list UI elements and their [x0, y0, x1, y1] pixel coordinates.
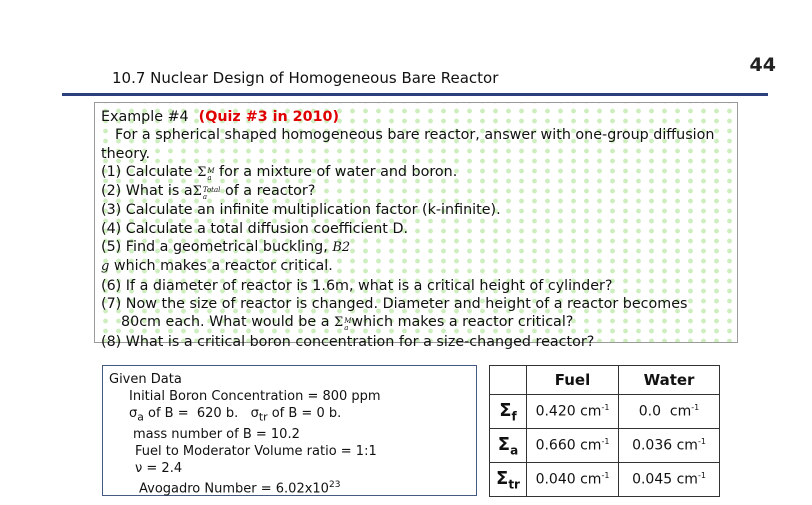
- row-symbol: [490, 463, 527, 497]
- table-header-row: [490, 366, 720, 395]
- question-1: [101, 163, 731, 182]
- avogadro-value: Avogadro Number = 6.02x10: [139, 480, 329, 496]
- row-symbol: [490, 395, 527, 429]
- row-symbol-subscript: f: [511, 409, 517, 424]
- sigma-glyph: Σ: [499, 399, 512, 421]
- question-1-text-a: (1) Calculate: [101, 163, 193, 180]
- unit-exponent: -1: [691, 403, 700, 413]
- symbol-sup: 2: [341, 240, 351, 256]
- table-row: [490, 463, 720, 497]
- given-data-box: [102, 365, 477, 496]
- page-number: 44: [749, 54, 776, 76]
- sigma-tr-value: of B = 0 b.: [267, 406, 342, 421]
- unit-exponent: -1: [601, 437, 610, 447]
- given-avogadro: [109, 477, 470, 497]
- water-value: 0.036 cm: [632, 437, 698, 454]
- given-volume-ratio: Fuel to Moderator Volume ratio = 1:1: [135, 443, 377, 459]
- quiz-label: (Quiz #3 in 2010): [198, 109, 340, 125]
- title-divider: [62, 93, 768, 96]
- unit-exponent: -1: [697, 471, 706, 481]
- sigma-a-m-symbol: [334, 315, 352, 333]
- given-title: Given Data: [109, 372, 182, 387]
- example-intro-2: theory.: [101, 145, 151, 162]
- fuel-value: 0.420 cm: [535, 403, 602, 420]
- avogadro-exponent: 23: [328, 479, 341, 490]
- sigma-a-m-symbol: [197, 165, 214, 180]
- symbol-scripts: [207, 168, 214, 182]
- given-boron-concentration: Initial Boron Concentration = 800 ppm: [129, 389, 381, 404]
- question-2-text-a: (2) What is a: [101, 183, 193, 200]
- sigma-a-subscript: a: [137, 410, 144, 424]
- question-7-text-a: 80cm each. What would be a: [121, 314, 330, 331]
- fuel-cell: [527, 463, 619, 497]
- question-5-text-b: which makes a reactor critical.: [113, 258, 333, 275]
- symbol-sub: a: [344, 324, 349, 333]
- water-cell: [619, 463, 720, 497]
- section-title: 10.7 Nuclear Design of Homogeneous Bare Reactor: [112, 69, 499, 87]
- question-6: (6) If a diameter of reactor is 1.6m, what is a critical height of cylinder?: [101, 277, 613, 294]
- question-8: (8) What is a critical boron concentration for a size-changed reactor?: [101, 333, 595, 350]
- sigma-glyph: Σ: [192, 184, 202, 200]
- table-header-water: Water: [619, 366, 720, 395]
- unit-exponent: -1: [601, 403, 610, 413]
- symbol-scripts: [203, 187, 221, 201]
- question-3: (3) Calculate an infinite multiplication factor (k-infinite).: [101, 202, 501, 219]
- given-cross-sections: [109, 405, 470, 426]
- sigma-glyph: Σ: [497, 433, 511, 455]
- question-5-text-a: (5) Find a geometrical buckling,: [101, 239, 328, 256]
- table-header-fuel: Fuel: [527, 366, 619, 395]
- water-cell: [619, 395, 720, 429]
- question-5: [101, 238, 731, 277]
- unit-exponent: -1: [697, 437, 706, 447]
- table-row: [490, 429, 720, 463]
- cross-section-table: [489, 365, 720, 497]
- question-1-text-b: for a mixture of water and boron.: [219, 163, 458, 180]
- sigma-a-value: of B = 620 b.: [143, 406, 251, 421]
- fuel-value: 0.660 cm: [535, 437, 602, 454]
- water-value: 0.0 cm: [638, 403, 692, 420]
- example-box: [94, 102, 738, 350]
- water-value: 0.045 cm: [632, 471, 698, 488]
- fuel-cell: [527, 429, 619, 463]
- sigma-glyph: Σ: [496, 467, 509, 489]
- question-2-text-b: of a reactor?: [224, 183, 316, 200]
- row-symbol: [490, 429, 527, 463]
- table-row: [490, 395, 720, 429]
- sigma-glyph: σ: [129, 406, 138, 421]
- b-glyph: B: [332, 240, 342, 256]
- question-4: (4) Calculate a total diffusion coefficient D.: [101, 220, 409, 237]
- fuel-cell: [527, 395, 619, 429]
- unit-exponent: -1: [601, 471, 610, 481]
- sigma-a-total-symbol: [192, 184, 221, 202]
- question-7-line-1: (7) Now the size of reactor is changed. Diameter and height of a reactor becomes: [101, 295, 688, 312]
- symbol-sub: a: [202, 193, 208, 202]
- sigma-tr-subscript: tr: [258, 410, 268, 424]
- fuel-value: 0.040 cm: [535, 471, 602, 488]
- row-symbol-subscript: a: [510, 443, 519, 458]
- table-header-empty: [490, 366, 527, 395]
- symbol-sup: Total: [202, 186, 221, 195]
- sigma-glyph: σ: [250, 406, 259, 421]
- water-cell: [619, 429, 720, 463]
- given-nu: ν = 2.4: [135, 460, 183, 476]
- symbol-sup: M: [207, 166, 215, 175]
- sigma-glyph: Σ: [197, 164, 207, 180]
- question-2: [101, 182, 731, 201]
- example-intro-1: For a spherical shaped homogeneous bare reactor, answer with one-group diffusion: [115, 127, 715, 144]
- row-symbol-subscript: tr: [508, 477, 520, 492]
- question-7-text-b: which makes a reactor critical?: [351, 314, 574, 331]
- symbol-sub: a: [207, 173, 212, 182]
- example-heading-line: [101, 108, 731, 126]
- sigma-glyph: Σ: [334, 315, 344, 331]
- example-heading: Example #4: [101, 109, 189, 125]
- symbol-sub: g: [101, 259, 110, 275]
- symbol-sup: M: [344, 317, 352, 326]
- question-7-line-2: [101, 313, 731, 332]
- given-mass-number: mass number of B = 10.2: [133, 426, 300, 442]
